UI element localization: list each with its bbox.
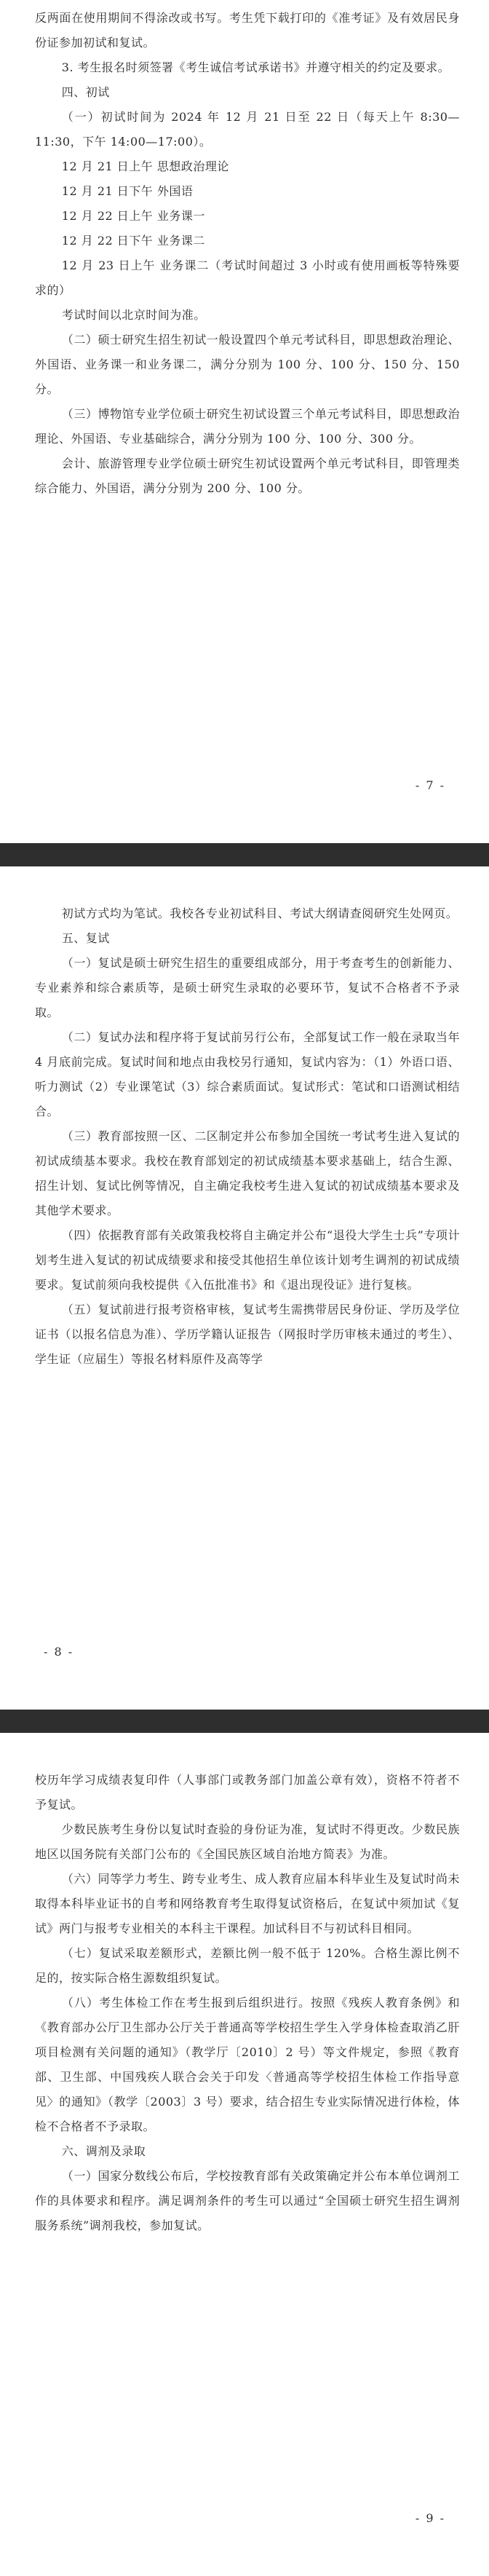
paragraph: （六）同等学力考生、跨专业考生、成人教育应届本科毕业生及复试时尚未取得本科毕业证书的自考和网络教育考生取得复试资格后，在复试中须加试《复试》两门与报考专业相关的本科主干课程。加试科目不与初试科目相同。 bbox=[35, 1872, 460, 1935]
schedule-line: 12 月 22 日下午 业务课二 bbox=[61, 234, 205, 248]
paragraph: （八）考生体检工作在考生报到后组织进行。按照《残疾人教育条例》和《教育部办公厅卫生部办公厅关于普通高等学校招生学生入学身体检查取消乙肝项目检测有关问题的通知》（教学厅〔2010〕2 号）等文件规定，参照《教育部、卫生部、中国残疾人联合会关于印发〈普通高等学校招生体检工作指导意见〉的通知》（教学〔2003〕3 号）要求，结合招生专业实际情况进行体检，体检不合格者不予录取。 bbox=[35, 1996, 460, 2133]
paragraph: （七）复试采取差额形式，差额比例一般不低于 120%。合格生源比例不足的，按实际合格生源数组织复试。 bbox=[35, 1946, 460, 1985]
section-heading: 四、初试 bbox=[61, 85, 110, 99]
schedule-line: 12 月 21 日上午 思想政治理论 bbox=[61, 159, 229, 173]
paragraph: （三）教育部按照一区、二区制定并公布参加全国统一考试考生进入复试的初试成绩基本要求。我校在教育部划定的初试成绩基本要求基础上，结合生源、招生计划、复试比例等情况，自主确定我校考生进入复试的初试成绩基本要求及其他学术要求。 bbox=[35, 1129, 460, 1217]
document-page-9 bbox=[0, 1733, 489, 2576]
paragraph: 反两面在使用期间不得涂改或书写。考生凭下载打印的《准考证》及有效居民身份证参加初试和复试。 bbox=[35, 11, 460, 50]
paragraph: （一）初试时间为 2024 年 12 月 21 日至 22 日（每天上午 8:30—11:30，下午 14:00—17:00）。 bbox=[35, 110, 460, 149]
paragraph: 少数民族考生身份以复试时查验的身份证为准，复试时不得更改。少数民族地区以国务院有关部门公布的《全国民族区域自治地方简表》为准。 bbox=[35, 1822, 460, 1861]
page-number: - 7 - bbox=[415, 778, 445, 792]
paragraph: 会计、旅游管理专业学位硕士研究生初试设置两个单元考试科目，即管理类综合能力、外国语，满分分别为 200 分、100 分。 bbox=[35, 457, 460, 495]
paragraph: 初试方式均为笔试。我校各专业初试科目、考试大纲请查阅研究生处网页。 bbox=[61, 906, 458, 920]
paragraph: 校历年学习成绩表复印件（人事部门或教务部门加盖公章有效），资格不符者不予复试。 bbox=[35, 1773, 460, 1812]
section-heading: 五、复试 bbox=[61, 931, 110, 945]
page-separator bbox=[0, 1710, 489, 1733]
page-number: - 9 - bbox=[415, 2511, 445, 2525]
paragraph: （一）国家分数线公布后，学校按教育部有关政策确定并公布本单位调剂工作的具体要求和程序。满足调剂条件的考生可以通过“全国硕士研究生招生调剂服务系统”调剂我校，参加复试。 bbox=[35, 2169, 460, 2232]
schedule-line: 12 月 23 日上午 业务课二（考试时间超过 3 小时或有使用画板等特殊要求的） bbox=[35, 258, 460, 297]
paragraph: （一）复试是硕士研究生招生的重要组成部分，用于考查考生的创新能力、专业素养和综合素质等，是硕士研究生录取的必要环节，复试不合格者不予录取。 bbox=[35, 956, 460, 1019]
paragraph: 考试时间以北京时间为准。 bbox=[61, 308, 206, 322]
paragraph: 3. 考生报名时须签署《考生诚信考试承诺书》并遵守相关的约定及要求。 bbox=[61, 60, 450, 74]
section-heading: 六、调剂及录取 bbox=[61, 2144, 146, 2158]
schedule-line: 12 月 22 日上午 业务课一 bbox=[61, 209, 205, 223]
paragraph: （二）复试办法和程序将于复试前另行公布，全部复试工作一般在录取当年 4 月底前完成。复试时间和地点由我校另行通知，复试内容为：（1）外语口语、听力测试（2）专业课笔试（3）综合素质面试。复试形式：笔试和口语测试相结合。 bbox=[35, 1030, 460, 1118]
paragraph: （二）硕士研究生招生初试一般设置四个单元考试科目，即思想政治理论、外国语、业务课一和业务课二，满分分别为 100 分、100 分、150 分、150 分。 bbox=[35, 333, 460, 396]
schedule-line: 12 月 21 日下午 外国语 bbox=[61, 184, 194, 198]
paragraph: （五）复试前进行报考资格审核，复试考生需携带居民身份证、学历及学位证书（以报名信息为准）、学历学籍认证报告（网报时学历审核未通过的考生）、学生证（应届生）等报名材料原件及高等学 bbox=[35, 1303, 460, 1366]
page-separator bbox=[0, 843, 489, 866]
page-body bbox=[35, 901, 460, 1372]
page-number: - 8 - bbox=[44, 1645, 74, 1659]
page-body bbox=[35, 1768, 460, 2238]
page-body bbox=[35, 6, 460, 501]
paragraph: （三）博物馆专业学位硕士研究生初试设置三个单元考试科目，即思想政治理论、外国语、专业基础综合，满分分别为 100 分、100 分、300 分。 bbox=[35, 407, 460, 446]
document-page-8 bbox=[0, 866, 489, 1710]
paragraph: （四）依据教育部有关政策我校将自主确定并公布“退役大学生士兵”专项计划考生进入复试的初试成绩要求和接受其他招生单位该计划考生调剂的初试成绩要求。复试前须向我校提供《入伍批准书》和《退出现役证》进行复核。 bbox=[35, 1228, 460, 1292]
document-page-7 bbox=[0, 0, 489, 843]
